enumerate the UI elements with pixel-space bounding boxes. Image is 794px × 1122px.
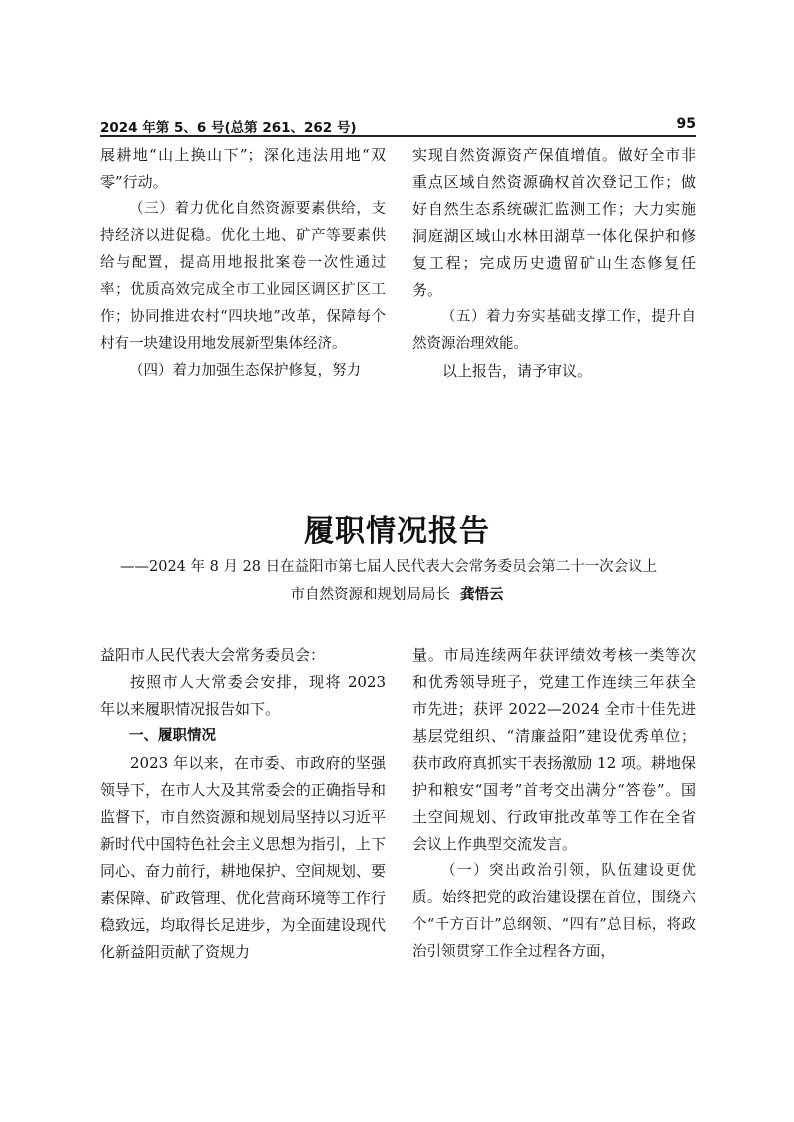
header-rule [100, 135, 696, 137]
body-left-column [100, 642, 386, 966]
running-header [100, 116, 696, 134]
paragraph: 展耕地“山上换山下”；深化违法用地“双零”行动。 [100, 146, 386, 191]
body-paragraph: 量。市局连续两年获评绩效考核一类等次和优秀领导班子，党建工作连续三年获全市先进；获评 2022—2024 全市十佳先进基层党组织、“清廉益阳”建设优秀单位；获市政府真抓实干表扬激励 12 项。耕地保护和粮安“国考”首考交出满分“答卷”。国土空间规划、行政审批改革等工作在全省会议上作典型交流发言。 [412, 646, 696, 853]
body-right-column [412, 642, 696, 966]
salutation: 益阳市人民代表大会常务委员会： [100, 646, 326, 664]
issue-label: 2024 年第 5、6 号(总第 261、262 号) [100, 120, 357, 136]
subsection-paragraph: （三）着力优化自然资源要素供给，支持经济以进促稳。优化土地、矿产等要素供给与配置，提高用地报批案卷一次性通过率；优质高效完成全市工业园区调区扩区工作；协同推进农村“四块地”改革，保障每个村有一块建设用地发展新型集体经济。 [100, 201, 386, 352]
author-line [0, 583, 794, 604]
subsection-paragraph: （五）着力夯实基础支撑工作，提升自然资源治理效能。 [412, 309, 696, 352]
page-number: 95 [676, 116, 696, 132]
body-paragraph: 2023 年以来，在市委、市政府的坚强领导下，在市人大及其常委会的正确指导和监督下，市自然资源和规划局坚持以习近平新时代中国特色社会主义思想为指引，上下同心、奋力前行，耕地保护、空间规划、要素保障、矿政管理、优化营商环境等工作行稳致远，均取得长足进步，为全面建设现代化新益阳贡献了资规力 [100, 754, 386, 961]
previous-article-right-column [412, 142, 696, 385]
subsection-paragraph: （四）着力加强生态保护修复，努力 [129, 363, 361, 379]
article-subtitle: ——2024 年 8 月 28 日在益阳市第七届人民代表大会常务委员会第二十一次会议上 [120, 559, 658, 575]
article-title: 履职情况报告 [304, 514, 490, 549]
paragraph: 实现自然资源资产保值增值。做好全市非重点区域自然资源确权首次登记工作；做好自然生态系统碳汇监测工作；大力实施洞庭湖区域山水林田湖草一体化保护和修复工程；完成历史遗留矿山生态修复任务。 [412, 146, 696, 299]
section-heading: 一、履职情况 [129, 728, 216, 744]
previous-article-left-column [100, 142, 386, 385]
subsection-paragraph: （一）突出政治引领，队伍建设更优质。始终把党的政治建设摆在首位，围绕六个“千方百计”总纲领、“四有”总目标，将政治引领贯穿工作全过程各方面， [412, 863, 696, 960]
author-name: 龚悟云 [460, 587, 504, 603]
author-role: 市自然资源和规划局局长 [290, 587, 450, 603]
intro-paragraph: 按照市人大常委会安排，现将 2023 年以来履职情况报告如下。 [100, 673, 386, 718]
closing-line: 以上报告，请予审议。 [442, 362, 593, 380]
